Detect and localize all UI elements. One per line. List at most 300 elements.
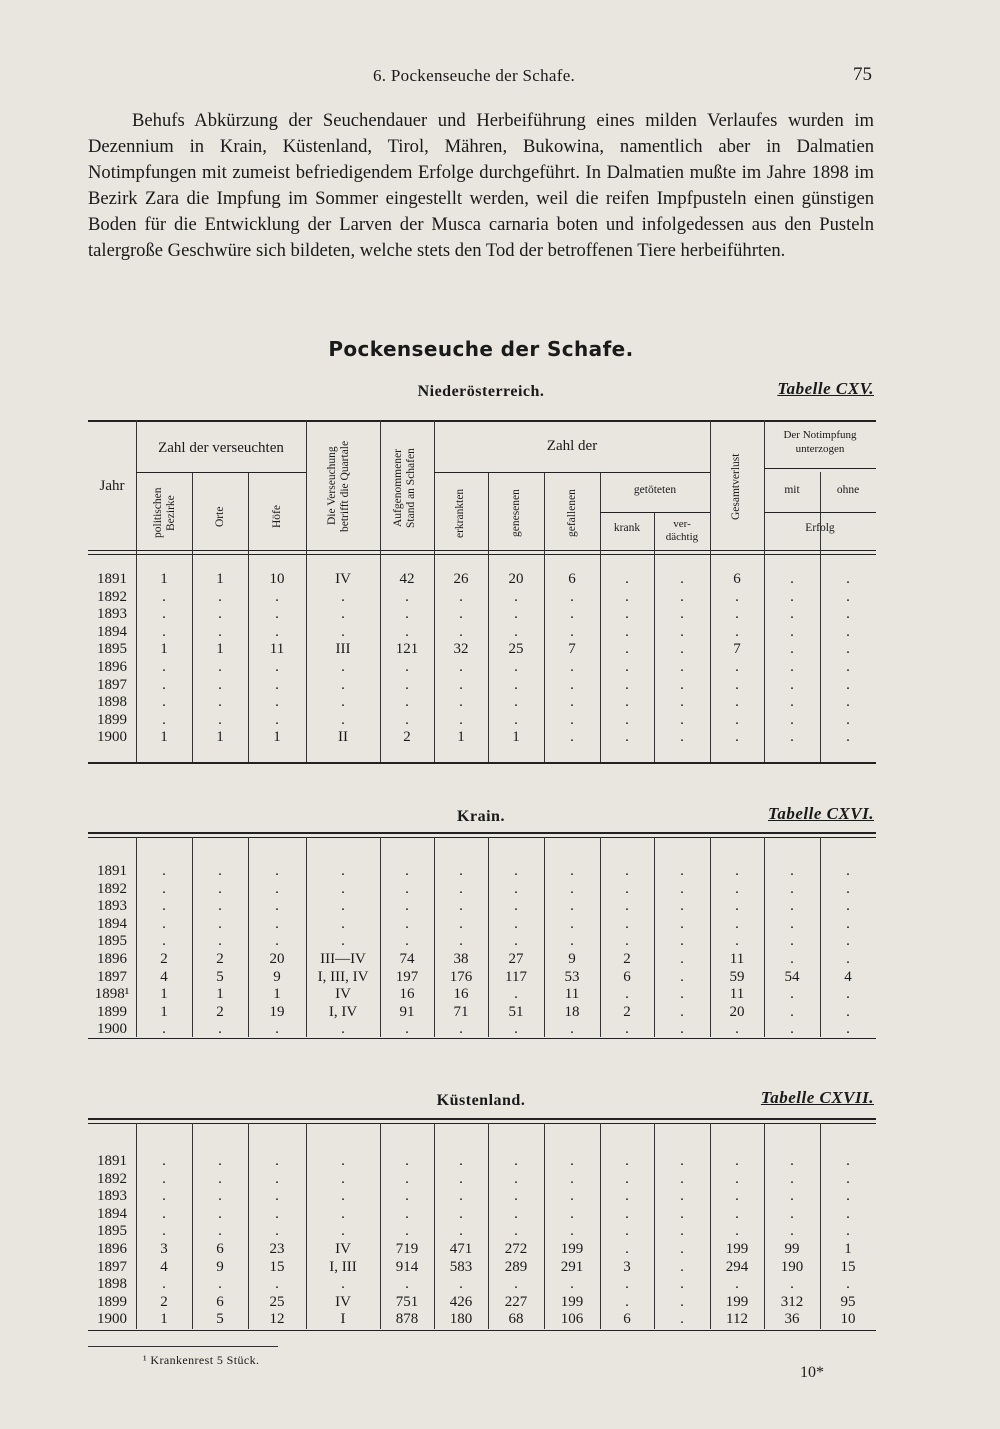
cell-gefallenen: .	[570, 1153, 574, 1169]
rule-header-bottom	[88, 550, 876, 551]
rule-top	[88, 832, 876, 834]
cell-mit: .	[790, 623, 794, 640]
cell-bezirke: 1	[160, 1311, 168, 1328]
header-jahr: Jahr	[99, 478, 125, 494]
cell-krank: .	[625, 588, 629, 605]
cell-stand: 2	[403, 729, 411, 746]
cell-verdaechtig: .	[680, 676, 684, 693]
cell-mit: .	[790, 986, 794, 1003]
cell-jahr: 1900	[97, 1021, 127, 1038]
cell-quartale: .	[341, 1153, 345, 1169]
cell-hoefe: 15	[269, 1258, 285, 1275]
cell-mit: .	[790, 1276, 794, 1293]
cell-bezirke: 1	[160, 641, 168, 658]
header-versuchung: Die Verseuchung betrifft die Quartale	[326, 440, 351, 532]
cell-gesamtverlust: 20	[729, 1003, 745, 1020]
cell-ohne: .	[846, 711, 850, 728]
cell-mit: .	[790, 729, 794, 746]
cell-mit: .	[790, 933, 794, 950]
footnote: ¹ Krankenrest 5 Stück.	[143, 1353, 260, 1367]
cell-verdaechtig: .	[680, 915, 684, 932]
cell-ohne: .	[846, 676, 850, 693]
cell-ohne: .	[846, 986, 850, 1003]
header-zahl-verseuchten: Zahl der verseuchten	[158, 440, 284, 456]
cell-genesenen: .	[514, 1188, 518, 1205]
cell-gefallenen: 199	[560, 1241, 584, 1257]
cell-krank: .	[625, 915, 629, 932]
cell-jahr: 1893	[97, 898, 127, 915]
header-ohne: ohne	[836, 484, 860, 496]
cell-mit: .	[790, 1153, 794, 1169]
cell-genesenen: 27	[508, 951, 524, 967]
cell-erkrankten: .	[459, 898, 463, 915]
cell-erkrankten: .	[459, 1021, 463, 1038]
cell-erkrankten: .	[459, 588, 463, 605]
cell-erkrankten: 471	[449, 1241, 473, 1257]
cell-hoefe: .	[275, 1205, 279, 1222]
cell-verdaechtig: .	[680, 1003, 684, 1020]
cell-erkrankten: .	[459, 1276, 463, 1293]
cell-gefallenen: .	[570, 588, 574, 605]
cell-genesenen: .	[514, 915, 518, 932]
header-verdaechtig: ver- dächtig	[665, 518, 699, 543]
cell-krank: .	[625, 623, 629, 640]
cell-stand: .	[405, 933, 409, 950]
cell-quartale: I, III	[329, 1258, 357, 1275]
cell-genesenen: 68	[508, 1311, 524, 1328]
cell-gefallenen: .	[570, 1170, 574, 1187]
cell-gefallenen: .	[570, 606, 574, 623]
cell-mit: .	[790, 880, 794, 897]
cell-mit: .	[790, 898, 794, 915]
cell-genesenen: .	[514, 1276, 518, 1293]
cell-gefallenen: .	[570, 1188, 574, 1205]
cell-orte: .	[218, 1223, 222, 1240]
cell-gesamtverlust: .	[735, 880, 739, 897]
cell-gesamtverlust: .	[735, 933, 739, 950]
cell-genesenen: .	[514, 694, 518, 711]
cell-gesamtverlust: .	[735, 623, 739, 640]
cell-stand: .	[405, 659, 409, 675]
cell-stand: .	[405, 1021, 409, 1038]
cell-gefallenen: .	[570, 1276, 574, 1293]
section-title: Pockenseuche der Schafe.	[328, 337, 634, 361]
cell-krank: .	[625, 1170, 629, 1187]
cell-genesenen: 289	[504, 1258, 528, 1275]
cell-mit: .	[790, 571, 794, 587]
cell-orte: .	[218, 606, 222, 623]
header-notimpfung: Der Notimpfung unterzogen	[783, 429, 857, 455]
cell-jahr: 1895	[97, 933, 127, 950]
cell-verdaechtig: .	[680, 729, 684, 746]
cell-stand: .	[405, 1188, 409, 1205]
cell-jahr: 1897	[97, 676, 127, 693]
cell-quartale: I, IV	[328, 1003, 358, 1020]
cell-hoefe: .	[275, 933, 279, 950]
cell-krank: .	[625, 694, 629, 711]
cell-orte: .	[218, 694, 222, 711]
cell-gesamtverlust: .	[735, 1188, 739, 1205]
header-bezirke: politischen Bezirke	[152, 487, 177, 539]
cell-genesenen: 227	[504, 1293, 528, 1310]
cell-verdaechtig: .	[680, 1311, 684, 1328]
cell-erkrankten: 71	[453, 1003, 469, 1020]
cell-gesamtverlust: .	[735, 711, 739, 728]
cell-verdaechtig: .	[680, 933, 684, 950]
cell-bezirke: .	[162, 898, 166, 915]
cell-jahr: 1891	[97, 1153, 127, 1169]
cell-gesamtverlust: .	[735, 588, 739, 605]
cell-verdaechtig: .	[680, 863, 684, 879]
cell-gefallenen: .	[570, 659, 574, 675]
cell-bezirke: .	[162, 659, 166, 675]
cell-hoefe: 25	[269, 1293, 285, 1310]
cell-gefallenen: .	[570, 676, 574, 693]
cell-quartale: .	[341, 1223, 345, 1240]
table-niederoesterreich	[88, 420, 876, 766]
cell-verdaechtig: .	[680, 1223, 684, 1240]
cell-hoefe: .	[275, 898, 279, 915]
cell-quartale: .	[341, 676, 345, 693]
cell-quartale: .	[341, 711, 345, 728]
cell-genesenen: .	[514, 863, 518, 879]
cell-quartale: .	[341, 863, 345, 879]
cell-orte: .	[218, 659, 222, 675]
rule-sub	[600, 512, 710, 513]
cell-gefallenen: .	[570, 623, 574, 640]
cell-quartale: III	[335, 641, 351, 658]
cell-ohne: .	[846, 1003, 850, 1020]
cell-jahr: 1898	[97, 694, 127, 711]
header-erkrankten: erkrankten	[454, 488, 466, 538]
cell-hoefe: .	[275, 588, 279, 605]
cell-gesamtverlust: .	[735, 1021, 739, 1038]
table-ref-cxvi: Tabelle CXVI.	[768, 804, 874, 823]
cell-bezirke: .	[162, 1153, 166, 1169]
cell-verdaechtig: .	[680, 571, 684, 587]
cell-genesenen: .	[514, 676, 518, 693]
cell-jahr: 1898	[97, 1276, 127, 1293]
cell-jahr: 1899	[97, 1293, 127, 1310]
cell-gesamtverlust: 294	[725, 1258, 749, 1275]
cell-quartale: .	[341, 588, 345, 605]
cell-bezirke: .	[162, 606, 166, 623]
cell-orte: 1	[216, 986, 224, 1003]
cell-krank: .	[625, 933, 629, 950]
footnote-rule	[88, 1346, 278, 1347]
cell-genesenen: 25	[508, 641, 524, 658]
cell-ohne: 95	[840, 1293, 856, 1310]
cell-gefallenen: 9	[568, 951, 576, 967]
cell-verdaechtig: .	[680, 1170, 684, 1187]
cell-bezirke: .	[162, 711, 166, 728]
cell-jahr: 1900	[97, 729, 127, 746]
cell-erkrankten: .	[459, 1188, 463, 1205]
cell-mit: 99	[784, 1241, 800, 1257]
rule-sub	[764, 512, 876, 513]
cell-erkrankten: .	[459, 694, 463, 711]
cell-verdaechtig: .	[680, 606, 684, 623]
cell-hoefe: 1	[273, 986, 281, 1003]
cell-stand: .	[405, 588, 409, 605]
header-genesenen: genesenen	[510, 489, 522, 537]
cell-ohne: .	[846, 933, 850, 950]
cell-gesamtverlust: 112	[726, 1311, 748, 1328]
cell-quartale: II	[338, 729, 348, 746]
cell-genesenen: .	[514, 588, 518, 605]
cell-gefallenen: .	[570, 880, 574, 897]
cell-erkrankten: .	[459, 915, 463, 932]
cell-mit: .	[790, 1223, 794, 1240]
cell-jahr: 1894	[97, 915, 127, 932]
cell-stand: .	[405, 676, 409, 693]
cell-gesamtverlust: .	[735, 694, 739, 711]
cell-bezirke: 4	[160, 1258, 168, 1275]
cell-bezirke: .	[162, 694, 166, 711]
cell-stand: .	[405, 1205, 409, 1222]
cell-genesenen: 20	[508, 571, 524, 587]
cell-bezirke: 2	[160, 1293, 168, 1310]
cell-ohne: .	[846, 623, 850, 640]
cell-jahr: 1897	[97, 1258, 127, 1275]
cell-orte: 2	[216, 1003, 224, 1020]
cell-bezirke: .	[162, 1021, 166, 1038]
cell-mit: .	[790, 641, 794, 658]
cell-hoefe: 11	[269, 641, 285, 658]
cell-gefallenen: .	[570, 711, 574, 728]
cell-erkrankten: 32	[453, 641, 469, 658]
cell-stand: .	[405, 711, 409, 728]
cell-hoefe: 10	[269, 571, 285, 587]
cell-stand: .	[405, 1276, 409, 1293]
cell-hoefe: 23	[269, 1241, 285, 1257]
cell-stand: .	[405, 606, 409, 623]
cell-orte: 1	[216, 729, 224, 746]
cell-verdaechtig: .	[680, 1021, 684, 1038]
cell-gesamtverlust: .	[735, 1170, 739, 1187]
cell-gefallenen: 7	[568, 641, 576, 658]
rule-top-2	[88, 1123, 876, 1124]
rule-sub	[434, 472, 710, 473]
cell-erkrankten: .	[459, 659, 463, 675]
cell-bezirke: .	[162, 1205, 166, 1222]
cell-bezirke: .	[162, 588, 166, 605]
cell-erkrankten: 1	[457, 729, 465, 746]
cell-verdaechtig: .	[680, 1276, 684, 1293]
cell-orte: .	[218, 1276, 222, 1293]
cell-orte: .	[218, 1021, 222, 1038]
cell-krank: .	[625, 676, 629, 693]
cell-verdaechtig: .	[680, 1241, 684, 1257]
cell-ohne: .	[846, 1021, 850, 1038]
cell-hoefe: .	[275, 1188, 279, 1205]
cell-gefallenen: 291	[560, 1258, 584, 1275]
cell-krank: .	[625, 863, 629, 879]
cell-genesenen: .	[514, 711, 518, 728]
cell-quartale: III—IV	[320, 951, 366, 967]
cell-mit: .	[790, 711, 794, 728]
cell-orte: .	[218, 711, 222, 728]
cell-quartale: I, III, IV	[317, 968, 369, 985]
cell-krank: .	[625, 571, 629, 587]
cell-orte: 6	[216, 1241, 224, 1257]
cell-ohne: .	[846, 863, 850, 879]
cell-krank: .	[625, 1188, 629, 1205]
cell-krank: .	[625, 729, 629, 746]
cell-orte: .	[218, 1153, 222, 1169]
cell-mit: 54	[784, 968, 800, 985]
header-getoeteten: getöteten	[633, 484, 677, 496]
cell-quartale: .	[341, 1170, 345, 1187]
cell-gefallenen: .	[570, 933, 574, 950]
cell-genesenen: .	[514, 623, 518, 640]
cell-hoefe: 1	[273, 729, 281, 746]
cell-orte: 1	[216, 571, 224, 587]
cell-bezirke: 1	[160, 986, 168, 1003]
cell-krank: .	[625, 711, 629, 728]
cell-mit: .	[790, 676, 794, 693]
cell-jahr: 1894	[97, 623, 127, 640]
cell-mit: .	[790, 1205, 794, 1222]
cell-jahr: 1891	[97, 571, 127, 587]
cell-genesenen: 117	[505, 968, 527, 985]
cell-krank: .	[625, 986, 629, 1003]
cell-quartale: .	[341, 1205, 345, 1222]
cell-quartale: .	[341, 1188, 345, 1205]
cell-bezirke: .	[162, 863, 166, 879]
cell-bezirke: .	[162, 1188, 166, 1205]
cell-bezirke: .	[162, 915, 166, 932]
cell-stand: 74	[399, 951, 415, 967]
cell-mit: .	[790, 951, 794, 967]
cell-gesamtverlust: 7	[733, 641, 741, 658]
cell-gesamtverlust: .	[735, 863, 739, 879]
header-gefallenen: gefallenen	[566, 489, 578, 537]
cell-gesamtverlust: .	[735, 659, 739, 675]
cell-hoefe: .	[275, 676, 279, 693]
cell-gesamtverlust: .	[735, 1276, 739, 1293]
cell-verdaechtig: .	[680, 623, 684, 640]
cell-genesenen: .	[514, 933, 518, 950]
cell-genesenen: .	[514, 606, 518, 623]
cell-erkrankten: .	[459, 1205, 463, 1222]
rule-top	[88, 420, 876, 422]
header-aufgenommen: Aufgenommener Stand an Schafen	[392, 448, 417, 528]
cell-erkrankten: 180	[449, 1311, 473, 1328]
cell-hoefe: .	[275, 1223, 279, 1240]
cell-bezirke: .	[162, 1170, 166, 1187]
cell-stand: .	[405, 1153, 409, 1169]
cell-verdaechtig: .	[680, 711, 684, 728]
cell-bezirke: 1	[160, 729, 168, 746]
rule-bottom	[88, 1330, 876, 1331]
cell-verdaechtig: .	[680, 951, 684, 967]
cell-krank: 6	[623, 968, 631, 985]
cell-stand: .	[405, 623, 409, 640]
cell-orte: .	[218, 1188, 222, 1205]
cell-jahr: 1899	[97, 711, 127, 728]
cell-krank: .	[625, 1276, 629, 1293]
cell-quartale: IV	[335, 1293, 351, 1310]
table-title-krain: Krain.	[457, 808, 505, 825]
cell-gesamtverlust: .	[735, 606, 739, 623]
cell-mit: .	[790, 1188, 794, 1205]
cell-stand: .	[405, 863, 409, 879]
cell-quartale: .	[341, 623, 345, 640]
rule-top-2	[88, 837, 876, 838]
cell-ohne: 15	[840, 1258, 856, 1275]
cell-erkrankten: .	[459, 880, 463, 897]
cell-stand: 878	[395, 1311, 419, 1328]
cell-erkrankten: .	[459, 711, 463, 728]
cell-orte: .	[218, 880, 222, 897]
cell-quartale: .	[341, 933, 345, 950]
cell-erkrankten: .	[459, 1223, 463, 1240]
cell-orte: 2	[216, 951, 224, 967]
table-title-kuestenland: Küstenland.	[436, 1092, 526, 1109]
cell-ohne: .	[846, 1205, 850, 1222]
cell-stand: .	[405, 915, 409, 932]
header-hoefe: Höfe	[271, 505, 283, 529]
cell-ohne: .	[846, 915, 850, 932]
cell-gefallenen: .	[570, 863, 574, 879]
cell-hoefe: .	[275, 711, 279, 728]
cell-mit: .	[790, 863, 794, 879]
cell-jahr: 1892	[97, 588, 127, 605]
cell-orte: 1	[216, 641, 224, 658]
cell-bezirke: .	[162, 623, 166, 640]
cell-gesamtverlust: .	[735, 1223, 739, 1240]
cell-stand: .	[405, 1223, 409, 1240]
cell-jahr: 1897	[97, 968, 127, 985]
cell-genesenen: .	[514, 880, 518, 897]
cell-gesamtverlust: 199	[725, 1241, 749, 1257]
cell-ohne: .	[846, 588, 850, 605]
cell-stand: .	[405, 1170, 409, 1187]
cell-orte: .	[218, 915, 222, 932]
cell-ohne: .	[846, 880, 850, 897]
cell-stand: 91	[399, 1003, 415, 1020]
cell-verdaechtig: .	[680, 1205, 684, 1222]
cell-quartale: I	[340, 1311, 346, 1328]
cell-hoefe: .	[275, 880, 279, 897]
cell-hoefe: 12	[269, 1311, 285, 1328]
cell-krank: .	[625, 606, 629, 623]
cell-krank: 2	[623, 1003, 631, 1020]
cell-genesenen: .	[514, 1205, 518, 1222]
cell-quartale: .	[341, 659, 345, 675]
cell-krank: .	[625, 1241, 629, 1257]
cell-erkrankten: .	[459, 606, 463, 623]
cell-genesenen: 272	[504, 1241, 528, 1257]
cell-mit: .	[790, 588, 794, 605]
cell-hoefe: 20	[269, 951, 285, 967]
cell-bezirke: .	[162, 933, 166, 950]
cell-stand: .	[405, 898, 409, 915]
cell-stand: 914	[395, 1258, 419, 1275]
cell-gesamtverlust: 59	[729, 968, 745, 985]
cell-krank: .	[625, 659, 629, 675]
cell-mit: .	[790, 915, 794, 932]
cell-ohne: .	[846, 951, 850, 967]
cell-erkrankten: .	[459, 863, 463, 879]
cell-ohne: .	[846, 571, 850, 587]
cell-gefallenen: 18	[564, 1003, 580, 1020]
cell-gefallenen: .	[570, 729, 574, 746]
cell-erkrankten: .	[459, 623, 463, 640]
cell-gesamtverlust: .	[735, 915, 739, 932]
cell-bezirke: 3	[160, 1241, 168, 1257]
